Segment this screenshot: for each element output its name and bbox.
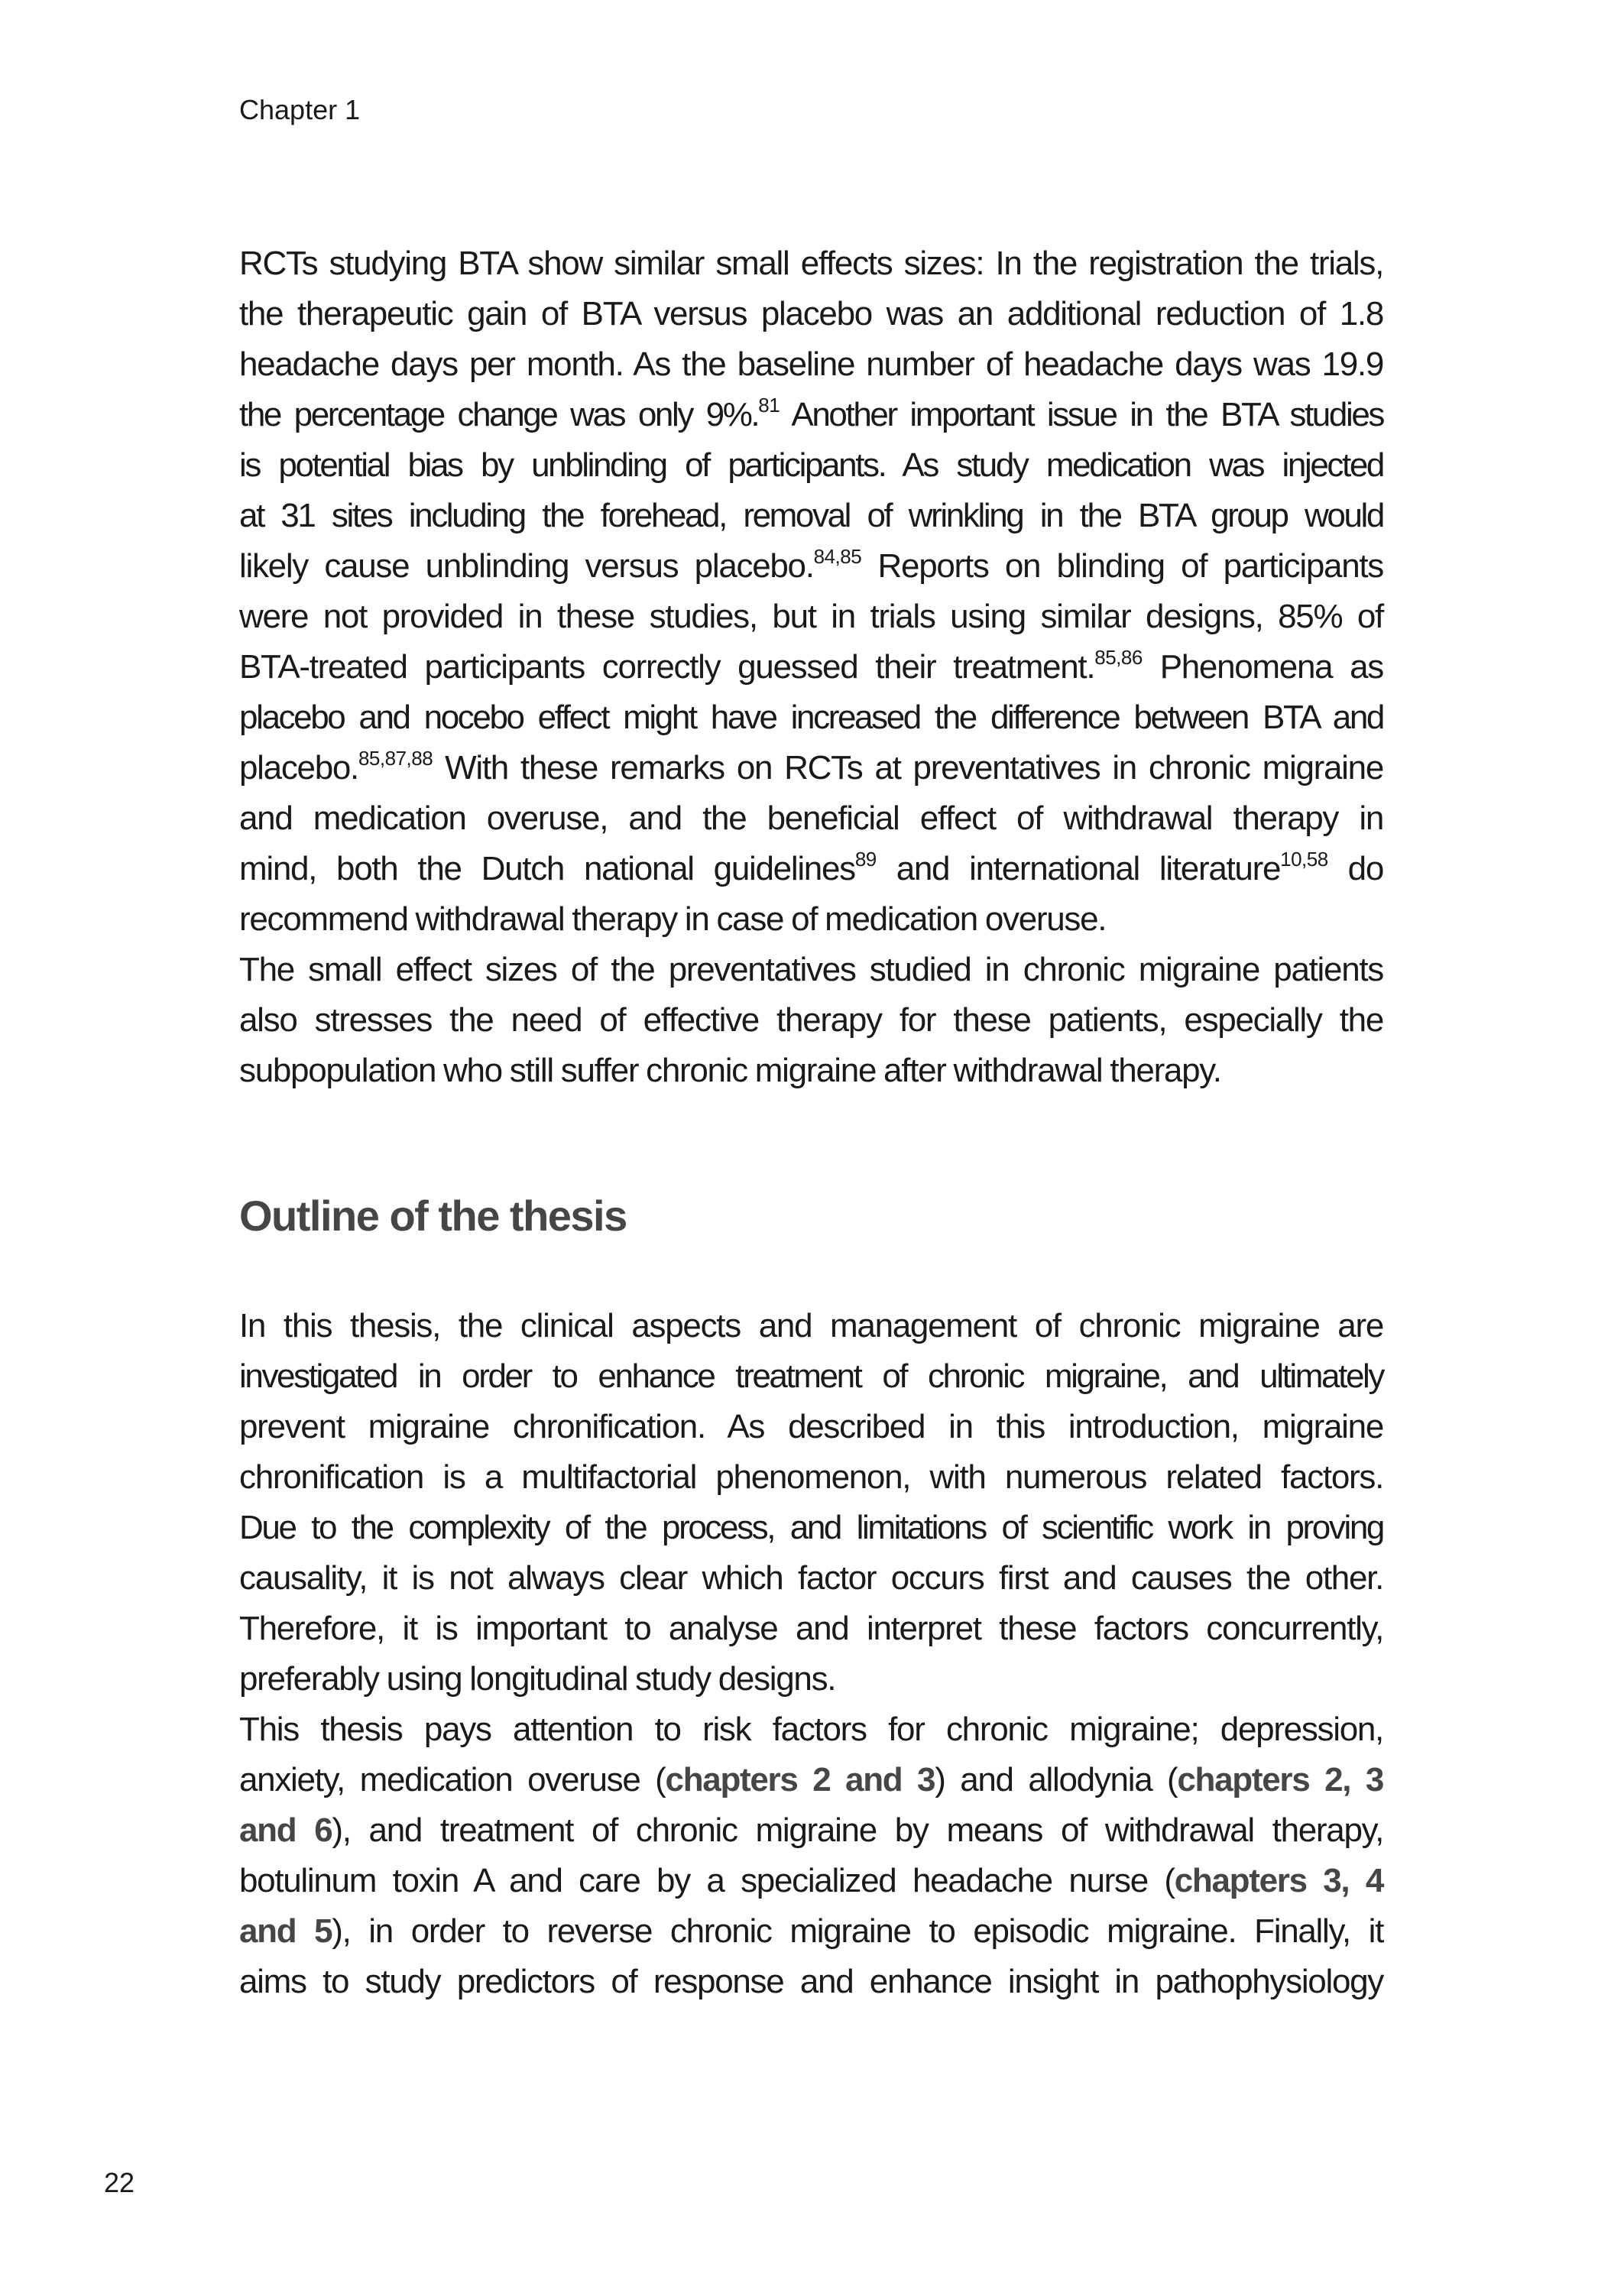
text-line: Therefore, it is important to analyse and interpret these factors concurrently, — [239, 1610, 1383, 1647]
text-line: and 6), and treatment of chronic migraine by means of withdrawal therapy, — [239, 1811, 1383, 1849]
text-line: RCTs studying BTA show similar small effects sizes: In the registration the trials, — [239, 245, 1383, 282]
text-line: is potential bias by unblinding of participants. As study medication was injected — [239, 446, 1383, 484]
chapter-reference: chapters 2, 3 — [1177, 1761, 1383, 1798]
text-line: placebo and nocebo effect might have increased the difference between BTA and — [239, 699, 1383, 736]
chapter-reference: chapters 3, 4 — [1174, 1862, 1383, 1899]
text-line: anxiety, medication overuse (chapters 2 and 3) and allodynia (chapters 2, 3 — [239, 1761, 1383, 1798]
text-line: also stresses the need of effective therapy for these patients, especially the — [239, 1001, 1383, 1039]
text-line: mind, both the Dutch national guidelines$^{89}$ and international literature$^{10,58}$ do — [239, 848, 1383, 887]
citation-superscript: 84,85 — [813, 545, 862, 568]
chapter-reference: chapters 2 and 3 — [665, 1761, 935, 1798]
body-section-2 — [239, 1301, 1383, 2007]
body-section-1 — [239, 238, 1383, 1096]
text-line: BTA-treated participants correctly guessed their treatment.$^{85,86}$ Phenomena as — [239, 646, 1383, 686]
citation-superscript: 85,86 — [1094, 646, 1143, 669]
text-line: and medication overuse, and the beneficial effect of withdrawal therapy in — [239, 799, 1383, 837]
text-line: botulinum toxin A and care by a specialized headache nurse (chapters 3, 4 — [239, 1862, 1383, 1899]
citation-superscript: 89 — [854, 848, 877, 871]
text-line: and 5), in order to reverse chronic migraine to episodic migraine. Finally, it — [239, 1912, 1384, 1950]
citation-superscript: 81 — [758, 394, 780, 417]
text-line: In this thesis, the clinical aspects and management of chronic migraine are — [239, 1307, 1383, 1344]
text-line: subpopulation who still suffer chronic migraine after withdrawal therapy. — [239, 1052, 1221, 1089]
text-line: headache days per month. As the baseline number of headache days was 19.9 — [239, 345, 1383, 383]
text-line: Due to the complexity of the process, and limitations of scientific work in proving — [239, 1509, 1383, 1546]
text-line: This thesis pays attention to risk factors for chronic migraine; depression, — [239, 1711, 1383, 1748]
text-line: recommend withdrawal therapy in case of medication overuse. — [239, 900, 1107, 938]
text-line: at 31 sites including the forehead, removal of wrinkling in the BTA group would — [239, 497, 1383, 534]
text-line: placebo.$^{85,87,88}$ With these remarks on RCTs at preventatives in chronic migraine — [239, 747, 1383, 786]
text-line: prevent migraine chronification. As described in this introduction, migraine — [239, 1408, 1383, 1445]
running-head-chapter: Chapter 1 — [239, 94, 361, 125]
text-line: investigated in order to enhance treatment of chronic migraine, and ultimately — [239, 1357, 1383, 1395]
text-line: were not provided in these studies, but in trials using similar designs, 85% of — [239, 598, 1383, 635]
text-line: chronification is a multifactorial phenomenon, with numerous related factors. — [239, 1458, 1383, 1496]
chapter-reference: and 5 — [239, 1912, 332, 1950]
citation-superscript: 10,58 — [1280, 848, 1328, 871]
chapter-reference: and 6 — [239, 1811, 332, 1849]
text-line: aims to study predictors of response and enhance insight in pathophysiology — [239, 1963, 1383, 2000]
text-line: likely cause unblinding versus placebo.$^{84,85}$ Reports on blinding of participants — [239, 545, 1383, 585]
citation-superscript: 85,87,88 — [358, 747, 433, 770]
text-line: the percentage change was only 9%.$^{81}$ Another important issue in the BTA studies — [239, 394, 1383, 433]
text-line: the therapeutic gain of BTA versus placebo was an additional reduction of 1.8 — [239, 295, 1383, 332]
page-number: 22 — [104, 2167, 135, 2198]
section-heading: Outline of the thesis — [239, 1192, 627, 1240]
text-line: The small effect sizes of the preventatives studied in chronic migraine patients — [239, 951, 1383, 988]
text-line: preferably using longitudinal study designs. — [239, 1660, 836, 1698]
text-line: causality, it is not always clear which factor occurs first and causes the other. — [239, 1559, 1383, 1597]
